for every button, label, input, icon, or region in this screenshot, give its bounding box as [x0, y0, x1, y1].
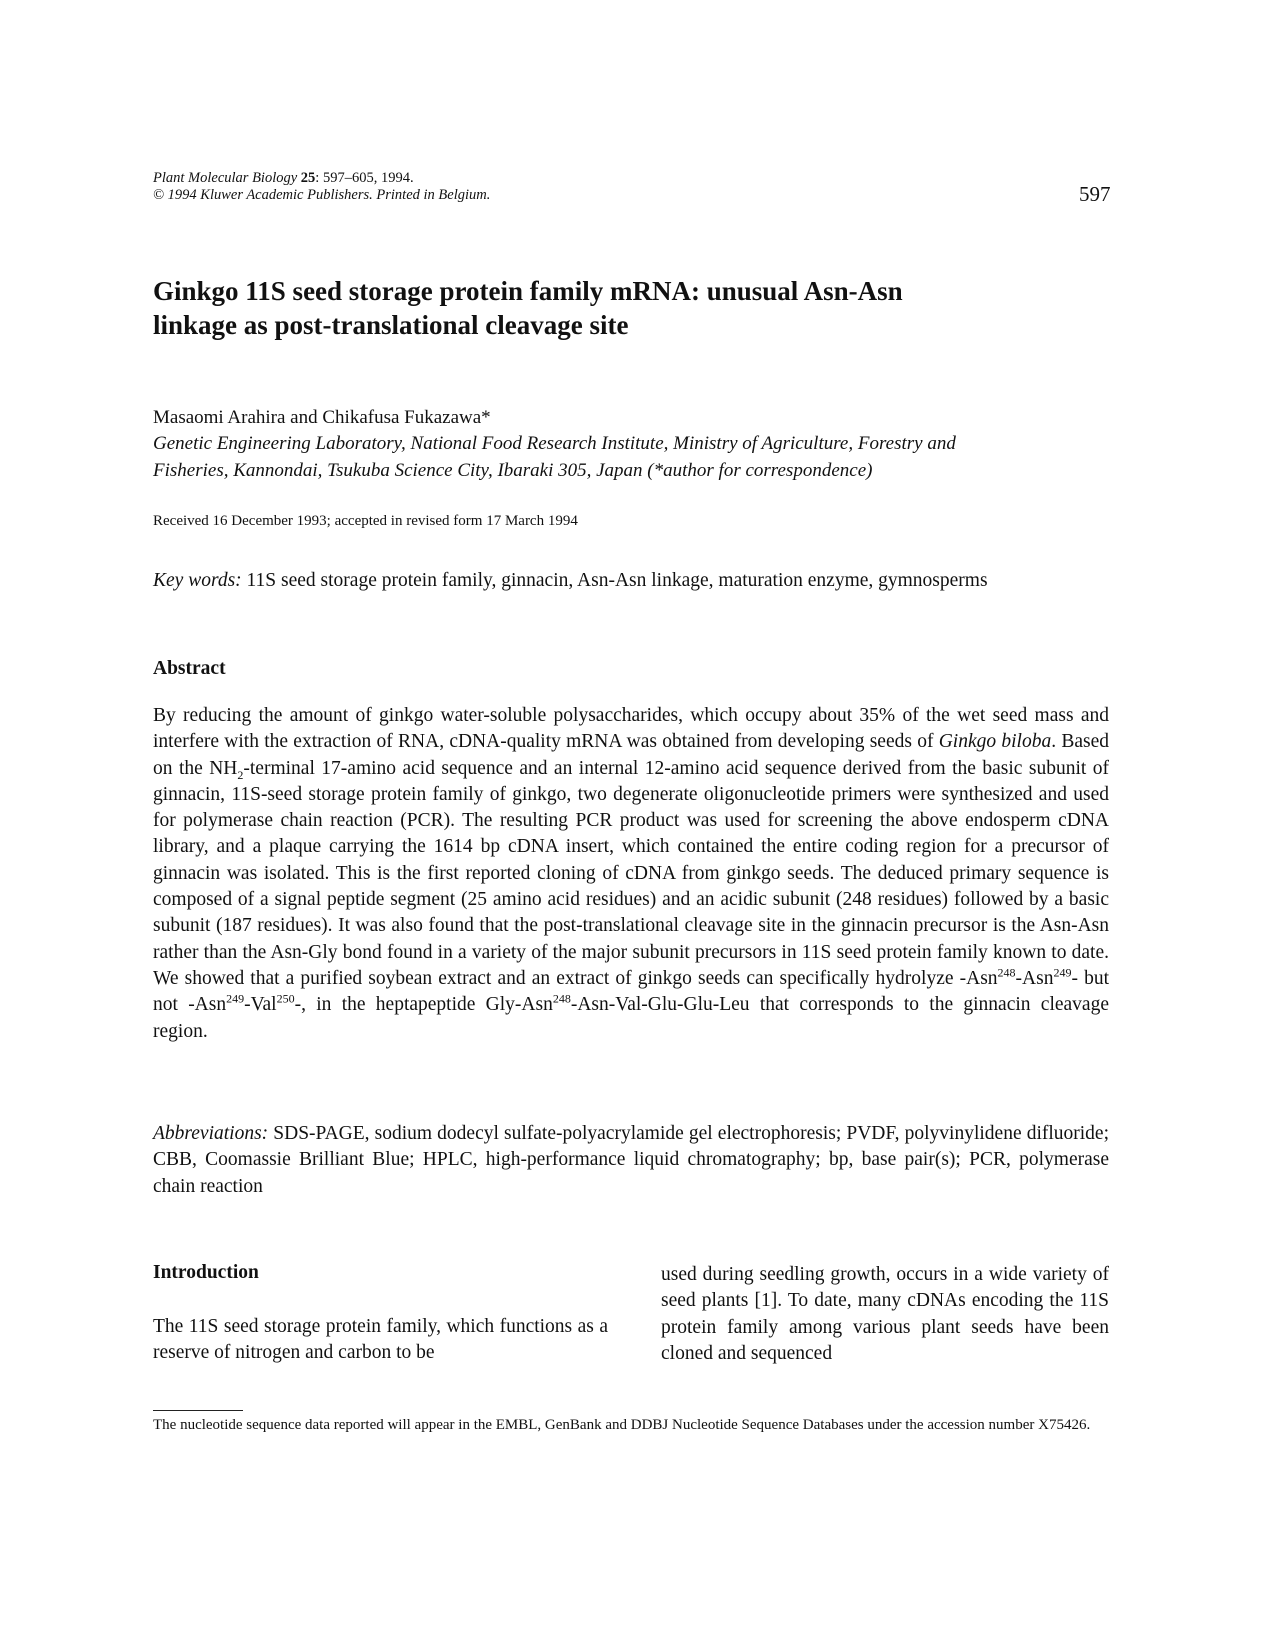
abstract-text: -Asn-Val-Glu-Glu-Leu that corresponds to the ginnacin cleavage region. — [153, 994, 1109, 1042]
title-line-2: linkage as post-translational cleavage site — [153, 310, 629, 340]
abstract-text: -, in the heptapeptide Gly-Asn — [294, 994, 553, 1016]
superscript: 248 — [997, 965, 1016, 980]
journal-name: Plant Molecular Biology — [153, 170, 298, 186]
introduction-left-column: The 11S seed storage protein family, which functions as a reserve of nitrogen and carbon to be — [153, 1316, 608, 1364]
journal-pages: : 597–605, 1994. — [315, 170, 414, 186]
paper-title — [153, 274, 1113, 342]
journal-citation — [153, 170, 490, 204]
abstract-text: - but not -Asn — [153, 967, 1109, 1016]
abbreviations — [153, 1121, 1109, 1200]
abbreviations-text: SDS-PAGE, sodium dodecyl sulfate-polyacrylamide gel electrophoresis; PVDF, polyvinylidene difluoride; CBB, Coomassie Brilliant Blue; HPLC, high-performance liquid chromatography; bp, base pair(s); PCR, polymerase chain reaction — [153, 1123, 1110, 1197]
keywords-label: Key words: — [153, 570, 242, 591]
keywords — [153, 568, 1108, 594]
title-line-1: Ginkgo 11S seed storage protein family mRNA: unusual Asn-Asn — [153, 276, 903, 306]
authors: Masaomi Arahira and Chikafusa Fukazawa* — [153, 407, 491, 428]
affiliation-line-1: Genetic Engineering Laboratory, National Food Research Institute, Ministry of Agriculture, Forestry and — [153, 433, 956, 454]
abstract-heading: Abstract — [153, 658, 226, 679]
copyright-line: © 1994 Kluwer Academic Publishers. Printed in Belgium. — [153, 187, 491, 203]
abstract-text: -Asn — [1015, 967, 1054, 989]
superscript: 248 — [552, 991, 571, 1006]
superscript: 250 — [276, 991, 295, 1006]
footnote: The nucleotide sequence data reported will appear in the EMBL, GenBank and DDBJ Nucleotide Sequence Databases under the accession number X75426. — [153, 1417, 1091, 1433]
received-date: Received 16 December 1993; accepted in revised form 17 March 1994 — [153, 513, 578, 529]
abbreviations-label: Abbreviations: — [153, 1123, 269, 1144]
abstract-text: -terminal 17-amino acid sequence and an internal 12-amino acid sequence derived from the basic subunit of ginnacin, 11S-seed storage protein family of ginkgo, two degenerate oligonucleotide primers were synthesized and used for polymerase chain reaction (PCR). The resulting PCR product was used for screening the above endosperm cDNA library, and a plaque carrying the 1614 bp cDNA insert, which contained the entire coding region for a precursor of ginnacin was isolated. This is the first reported cloning of cDNA from ginkgo seeds. The deduced primary sequence is composed of a signal peptide segment (25 amino acid residues) and an acidic subunit (248 residues) followed by a basic subunit (187 residues). It was also found that the post-translational cleavage site in the ginnacin precursor is the Asn-Asn rather than the Asn-Gly bond found in a variety of the major subunit precursors in 11S seed protein family known to date. We showed that a purified soybean extract and an extract of ginkgo seeds can specifically hydrolyze -Asn — [153, 757, 1109, 989]
abstract-text: -Val — [244, 994, 277, 1016]
superscript: 249 — [1053, 965, 1072, 980]
introduction-right-column: used during seedling growth, occurs in a wide variety of seed plants [1]. To date, many cDNAs encoding the 11S protein family among various plant seeds have been cloned and sequenced — [661, 1264, 1109, 1364]
journal-volume: 25 — [300, 170, 316, 186]
introduction-heading: Introduction — [153, 1262, 259, 1283]
abstract-text: By reducing the amount of ginkgo water-soluble polysaccharides, which occupy about 35% of the wet seed mass and interfere with the extraction of RNA, cDNA-quality mRNA was obtained from developing seeds of — [153, 705, 1109, 753]
subscript: 2 — [237, 767, 244, 782]
affiliation-line-2: Fisheries, Kannondai, Tsukuba Science City, Ibaraki 305, Japan (*author for correspondence) — [153, 460, 873, 481]
footnote-divider — [153, 1410, 243, 1411]
abstract-text: . Based on the NH — [153, 731, 1109, 779]
journal-line — [153, 170, 490, 187]
page-number: 597 — [1079, 182, 1111, 206]
superscript: 249 — [226, 991, 245, 1006]
species-name: Ginkgo biloba — [938, 731, 1052, 753]
keywords-text: 11S seed storage protein family, ginnacin, Asn-Asn linkage, maturation enzyme, gymnosperms — [246, 570, 988, 591]
abstract-body — [153, 703, 1109, 1045]
affiliation — [153, 430, 1108, 484]
